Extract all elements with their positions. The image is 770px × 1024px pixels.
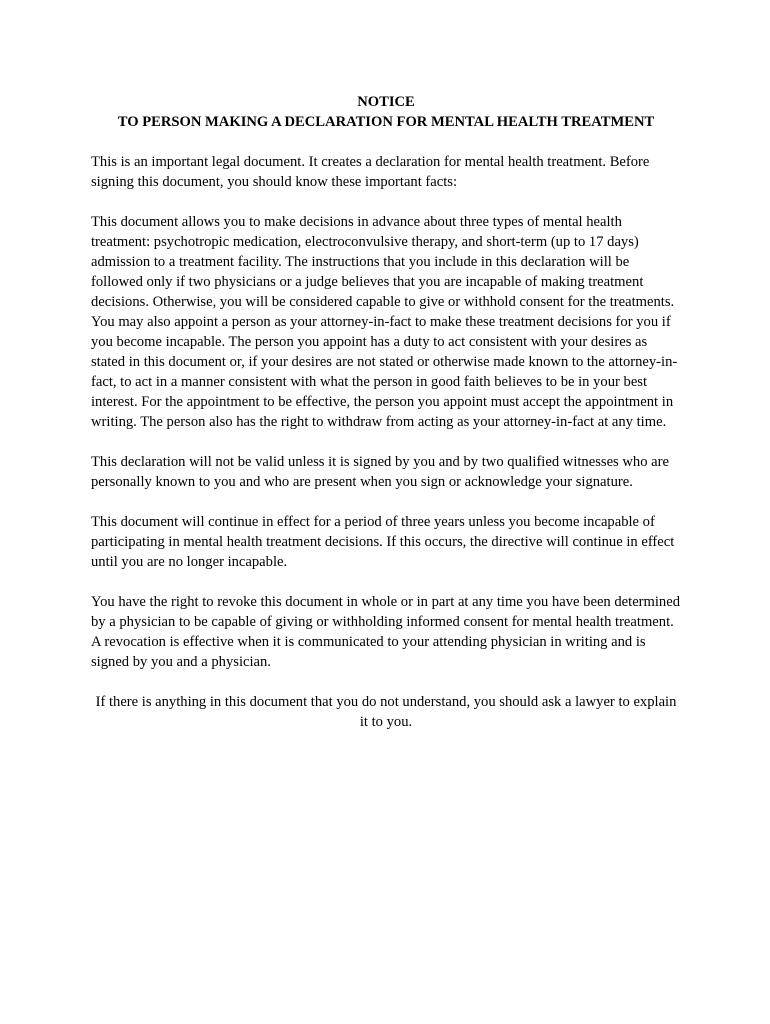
notice-title: NOTICE	[357, 94, 415, 110]
spacer	[91, 492, 681, 512]
lawyer-advice-paragraph: If there is anything in this document that you do not understand, you should ask a lawyer to explain it to you.	[95, 694, 677, 730]
duration-paragraph: This document will continue in effect for a period of three years unless you become incapable of participating in mental health treatment decisions. If this occurs, the directive will continue in effect until you are no longer incapable.	[91, 514, 675, 570]
attorney-in-fact-paragraph: You may also appoint a person as your attorney-in-fact to make these treatment decisions for you if you become incapable. The person you appoint has a duty to act consistent with your desires as stated in this document or, if your desires are not stated or otherwise made known to the attorney-in-fact, to act in a manner consistent with what the person in good faith believes to be in your best interest. For the appointment to be effective, the person you appoint must accept the appointment in writing. The person also has the right to withdraw from acting as your attorney-in-fact at any time.	[91, 314, 678, 430]
spacer	[91, 672, 681, 692]
spacer	[91, 192, 681, 212]
validity-paragraph: This declaration will not be valid unless it is signed by you and by two qualified witnesses who are personally known to you and who are present when you sign or acknowledge your signature.	[91, 454, 669, 490]
document-body	[91, 92, 681, 732]
spacer	[91, 572, 681, 592]
intro-paragraph: This is an important legal document. It creates a declaration for mental health treatment. Before signing this document, you should know these important facts:	[91, 154, 650, 190]
revocation-paragraph: You have the right to revoke this document in whole or in part at any time you have been determined by a physician to be capable of giving or withholding informed consent for mental health treatment. A revocation is effective when it is communicated to your attending physician in writing and is signed by you and a physician.	[91, 594, 681, 670]
notice-subtitle: TO PERSON MAKING A DECLARATION FOR MENTAL HEALTH TREATMENT	[117, 114, 655, 130]
spacer	[91, 132, 681, 152]
spacer	[91, 432, 681, 452]
notice-heading	[91, 92, 681, 132]
treatment-types-paragraph: This document allows you to make decisions in advance about three types of mental health treatment: psychotropic medication, electroconvulsive therapy, and short-term (up to 17 days) admission to a treatment facility. The instructions that you include in this declaration will be followed only if two physicians or a judge believes that you are incapable of making treatment decisions. Otherwise, you will be considered capable to give or withhold consent for the treatments.	[91, 214, 675, 310]
